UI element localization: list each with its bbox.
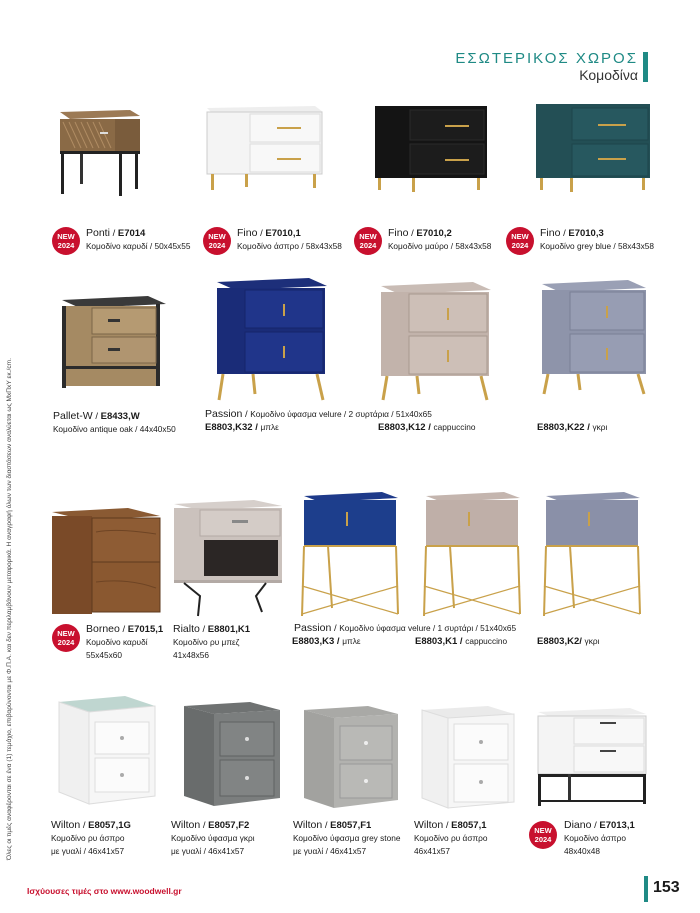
header-accent-bar xyxy=(643,52,648,82)
diano-label: Diano / E7013,1 Κομοδίνο άσπρο 48x40x48 xyxy=(564,819,635,856)
pallet-label: Pallet-W / E8433,W Κομοδίνο antique oak / 44x40x50 xyxy=(53,410,176,434)
wilton-1g-label: Wilton / E8057,1G Κομοδίνο ρυ άσπρο με γυαλί / 46x41x57 xyxy=(51,819,131,856)
page-accent-bar xyxy=(644,876,648,902)
passion-2-cappuccino-code: E8803,K12 / cappuccino xyxy=(378,422,476,433)
new-badge: NEW 2024 xyxy=(506,227,534,255)
wilton-f1-image xyxy=(300,702,402,812)
rialto-image xyxy=(170,496,286,622)
rialto-label: Rialto / E8801,K1 Κομοδίνο ρυ μπεζ 41x48x56 xyxy=(173,623,251,660)
passion-1-cappuccino-code: E8803,K1 / cappuccino xyxy=(415,636,508,647)
diano-image xyxy=(534,706,650,810)
wilton-1g-image xyxy=(55,692,159,810)
passion-1-label: Passion / Κομοδίνο ύφασμα velure / 1 συρτάρι / 51x40x65 xyxy=(294,622,517,634)
passion-2-grey-image xyxy=(538,278,650,398)
new-badge: NEW 2024 xyxy=(354,227,382,255)
fino-white-label: Fino / E7010,1 Κομοδίνο άσπρο / 58x43x58 xyxy=(237,227,342,251)
passion-1-blue-code: E8803,K3 / μπλε xyxy=(292,636,361,647)
passion-1-blue-image xyxy=(298,490,402,620)
footer-note: Ισχύουσες τιμές στο www.woodwell.gr xyxy=(27,886,182,896)
borneo-label: Borneo / E7015,1 Κομοδίνο καρυδί 55x45x60 xyxy=(86,623,164,660)
page-number: 153 xyxy=(653,879,680,896)
new-badge: NEW 2024 xyxy=(203,227,231,255)
wilton-1-image xyxy=(418,702,518,812)
fino-greyblue-image xyxy=(534,100,654,192)
new-badge: NEW 2024 xyxy=(52,624,80,652)
wilton-f1-label: Wilton / E8057,F1 Κομοδίνο ύφασμα grey stone με γυαλί / 46x41x57 xyxy=(293,819,401,856)
wilton-f2-image xyxy=(180,698,284,810)
passion-2-cappuccino-image xyxy=(377,280,497,404)
passion-2-blue-code: E8803,K32 / μπλε xyxy=(205,422,279,433)
fino-white-image xyxy=(205,102,325,192)
passion-1-grey-image xyxy=(540,490,644,620)
fino-black-image xyxy=(372,102,492,192)
section-subtitle: Κομοδίνα xyxy=(579,67,638,83)
borneo-image xyxy=(48,502,164,618)
passion-1-cappuccino-image xyxy=(420,490,524,620)
passion-2-label: Passion / Κομοδίνο ύφασμα velure / 2 συρτάρια / 51x40x65 xyxy=(205,408,432,420)
ponti-image xyxy=(55,102,145,197)
passion-2-blue-image xyxy=(213,276,333,404)
pallet-image xyxy=(58,292,170,392)
wilton-f2-label: Wilton / E8057,F2 Κομοδίνο ύφασμα γκρι με γυαλί / 46x41x57 xyxy=(171,819,255,856)
passion-2-grey-code: E8803,K22 / γκρι xyxy=(537,422,608,433)
new-badge: NEW 2024 xyxy=(52,227,80,255)
new-badge: NEW 2024 xyxy=(529,821,557,849)
side-note: Όλες οι τιμές αναφέρονται σε ένα (1) τεμάχιο, επιβαρύνονται με Φ.Π.Α. και δεν περιλαμβάνουν μεταφορικά. Η αναγραφή όλων των διαστάσεων αναλύεται ως ΜxΠxΥ εκ./cm. xyxy=(6,358,13,860)
section-title: ΕΣΩΤΕΡΙΚΟΣ ΧΩΡΟΣ xyxy=(455,50,638,67)
ponti-label: Ponti / E7014 Κομοδίνο καρυδί / 50x45x55 xyxy=(86,227,191,251)
wilton-1-label: Wilton / E8057,1 Κομοδίνο ρυ άσπρο 46x41x57 xyxy=(414,819,488,856)
fino-black-label: Fino / E7010,2 Κομοδίνο μαύρο / 58x43x58 xyxy=(388,227,492,251)
passion-1-grey-code: E8803,K2/ γκρι xyxy=(537,636,600,647)
fino-greyblue-label: Fino / E7010,3 Κομοδίνο grey blue / 58x43x58 xyxy=(540,227,655,251)
